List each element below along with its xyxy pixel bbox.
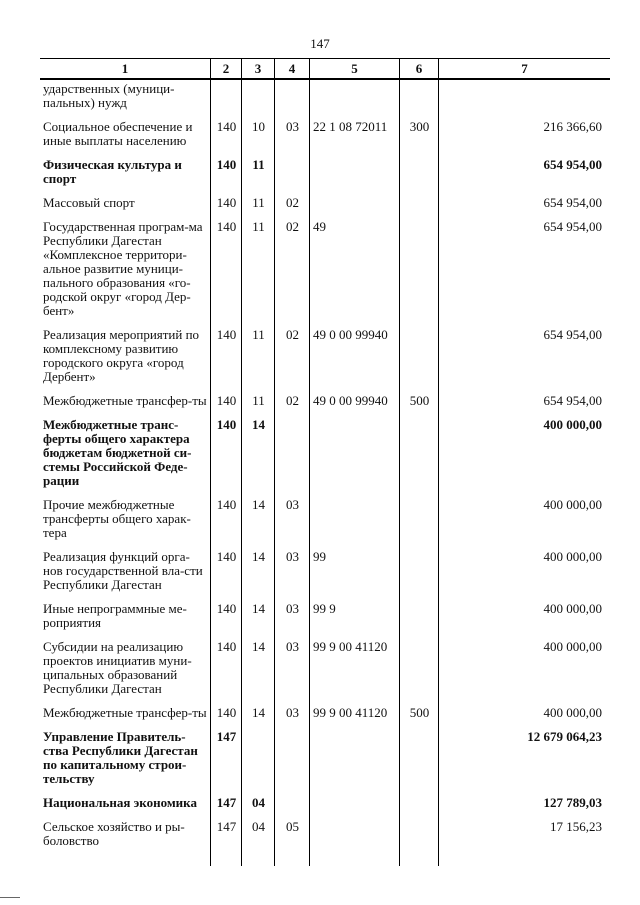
header-col-4: 4 xyxy=(275,58,310,80)
row-col-6 xyxy=(400,600,439,638)
row-name: Межбюджетные трансфер-ты xyxy=(40,392,211,416)
table-bottom-filler xyxy=(310,856,400,866)
row-col-6 xyxy=(400,218,439,326)
table-bottom-filler xyxy=(400,856,439,866)
row-name: Государственная програм-ма Республики Дагестан «Комплексное территори-альное развитие муници-пального образования «го-родской округ «город Дер-бент» xyxy=(40,218,211,326)
row-col-2: 140 xyxy=(211,496,242,548)
row-amount: 12 679 064,23 xyxy=(527,729,602,744)
table-bottom-filler xyxy=(40,856,211,866)
row-name: Реализация мероприятий по комплексному развитию городского округа «город Дербент» xyxy=(40,326,211,392)
row-col-4: 03 xyxy=(275,548,310,600)
row-col-6 xyxy=(400,496,439,548)
row-amount xyxy=(439,80,610,118)
row-name: Иные непрограммные ме-роприятия xyxy=(40,600,211,638)
row-col-4: 03 xyxy=(275,638,310,704)
row-col-3: 14 xyxy=(242,548,275,600)
row-name: Межбюджетные транс-ферты общего характера бюджетам бюджетной си-стемы Российской Феде-рации xyxy=(40,416,211,496)
row-col-2: 140 xyxy=(211,392,242,416)
row-col-2: 147 xyxy=(211,794,242,818)
row-col-6: 500 xyxy=(400,392,439,416)
row-col-2: 147 xyxy=(211,728,242,794)
row-col-3: 14 xyxy=(242,496,275,548)
row-amount: 400 000,00 xyxy=(543,549,602,564)
row-col-4: 03 xyxy=(275,600,310,638)
row-col-6 xyxy=(400,728,439,794)
row-col-3: 04 xyxy=(242,794,275,818)
row-amount: 127 789,03 xyxy=(543,795,602,810)
row-amount: 654 954,00 xyxy=(543,219,602,234)
row-col-6 xyxy=(400,156,439,194)
row-name: ударственных (муници-пальных) нужд xyxy=(40,80,211,118)
table-bottom-filler xyxy=(439,856,610,866)
row-code: 99 xyxy=(310,548,400,600)
header-col-6: 6 xyxy=(400,58,439,80)
row-col-2: 140 xyxy=(211,194,242,218)
row-name: Социальное обеспечение и иные выплаты населению xyxy=(40,118,211,156)
row-amount: 654 954,00 xyxy=(543,195,602,210)
row-name: Сельское хозяйство и ры-боловство xyxy=(40,818,211,856)
row-name: Прочие межбюджетные трансферты общего харак-тера xyxy=(40,496,211,548)
row-col-3: 11 xyxy=(242,392,275,416)
row-code: 22 1 08 72011 xyxy=(310,118,400,156)
row-amount: 654 954,00 xyxy=(543,327,602,342)
row-name: Управление Правитель-ства Республики Дагестан по капитальному строи-тельству xyxy=(40,728,211,794)
row-col-6 xyxy=(400,548,439,600)
row-col-3: 11 xyxy=(242,194,275,218)
row-col-6 xyxy=(400,638,439,704)
row-name: Национальная экономика xyxy=(40,794,211,818)
row-col-4: 03 xyxy=(275,704,310,728)
row-name: Физическая культура и спорт xyxy=(40,156,211,194)
row-col-4: 03 xyxy=(275,496,310,548)
row-code: 49 0 00 99940 xyxy=(310,392,400,416)
row-col-2: 140 xyxy=(211,326,242,392)
header-col-1: 1 xyxy=(40,58,211,80)
row-col-3: 11 xyxy=(242,326,275,392)
table-bottom-filler xyxy=(275,856,310,866)
header-col-2: 2 xyxy=(211,58,242,80)
row-amount: 400 000,00 xyxy=(543,417,602,432)
row-col-3: 14 xyxy=(242,600,275,638)
row-code xyxy=(310,794,400,818)
row-col-3 xyxy=(242,728,275,794)
row-col-6 xyxy=(400,326,439,392)
row-amount: 400 000,00 xyxy=(543,639,602,654)
row-col-6: 500 xyxy=(400,704,439,728)
page-number: 147 xyxy=(310,36,330,51)
row-amount: 400 000,00 xyxy=(543,601,602,616)
row-code: 49 xyxy=(310,218,400,326)
row-amount: 654 954,00 xyxy=(543,157,602,172)
row-col-4 xyxy=(275,728,310,794)
row-col-3: 14 xyxy=(242,704,275,728)
row-col-3: 10 xyxy=(242,118,275,156)
row-code xyxy=(310,496,400,548)
row-col-4: 02 xyxy=(275,194,310,218)
budget-table-grid xyxy=(40,58,610,866)
row-amount: 400 000,00 xyxy=(543,705,602,720)
row-col-3: 14 xyxy=(242,638,275,704)
row-col-6: 300 xyxy=(400,118,439,156)
row-col-6 xyxy=(400,416,439,496)
row-col-2: 140 xyxy=(211,704,242,728)
row-code xyxy=(310,728,400,794)
row-name: Реализация функций орга-нов государственной вла-сти Республики Дагестан xyxy=(40,548,211,600)
row-col-3: 04 xyxy=(242,818,275,856)
table-bottom-filler xyxy=(211,856,242,866)
row-col-4 xyxy=(275,80,310,118)
row-name: Межбюджетные трансфер-ты xyxy=(40,704,211,728)
row-col-6 xyxy=(400,794,439,818)
row-col-4 xyxy=(275,794,310,818)
row-col-3: 11 xyxy=(242,156,275,194)
row-col-6 xyxy=(400,194,439,218)
row-amount: 17 156,23 xyxy=(550,819,602,834)
row-code: 99 9 00 41120 xyxy=(310,704,400,728)
row-name: Массовый спорт xyxy=(40,194,211,218)
row-col-2: 147 xyxy=(211,818,242,856)
row-code xyxy=(310,156,400,194)
row-col-4: 02 xyxy=(275,392,310,416)
row-name: Субсидии на реализацию проектов инициатив муни-ципальных образований Республики Дагестан xyxy=(40,638,211,704)
row-col-2: 140 xyxy=(211,118,242,156)
row-col-2: 140 xyxy=(211,600,242,638)
row-col-4: 03 xyxy=(275,118,310,156)
row-code: 49 0 00 99940 xyxy=(310,326,400,392)
row-col-2: 140 xyxy=(211,416,242,496)
row-code xyxy=(310,80,400,118)
row-amount: 654 954,00 xyxy=(543,393,602,408)
header-col-5: 5 xyxy=(310,58,400,80)
row-col-2: 140 xyxy=(211,638,242,704)
row-col-2: 140 xyxy=(211,156,242,194)
table-bottom-filler xyxy=(242,856,275,866)
row-col-6 xyxy=(400,80,439,118)
header-col-7: 7 xyxy=(439,58,610,80)
row-col-2: 140 xyxy=(211,218,242,326)
budget-table xyxy=(40,58,610,866)
row-code xyxy=(310,416,400,496)
row-col-4 xyxy=(275,156,310,194)
row-col-4: 05 xyxy=(275,818,310,856)
row-col-4: 02 xyxy=(275,218,310,326)
row-code xyxy=(310,194,400,218)
row-col-2 xyxy=(211,80,242,118)
footer-rule xyxy=(0,897,20,898)
row-code xyxy=(310,818,400,856)
row-col-4 xyxy=(275,416,310,496)
row-col-3 xyxy=(242,80,275,118)
row-col-2: 140 xyxy=(211,548,242,600)
row-col-6 xyxy=(400,818,439,856)
header-col-3: 3 xyxy=(242,58,275,80)
row-col-4: 02 xyxy=(275,326,310,392)
row-amount: 216 366,60 xyxy=(543,119,602,134)
row-col-3: 14 xyxy=(242,416,275,496)
row-col-3: 11 xyxy=(242,218,275,326)
row-amount: 400 000,00 xyxy=(543,497,602,512)
row-code: 99 9 xyxy=(310,600,400,638)
row-code: 99 9 00 41120 xyxy=(310,638,400,704)
